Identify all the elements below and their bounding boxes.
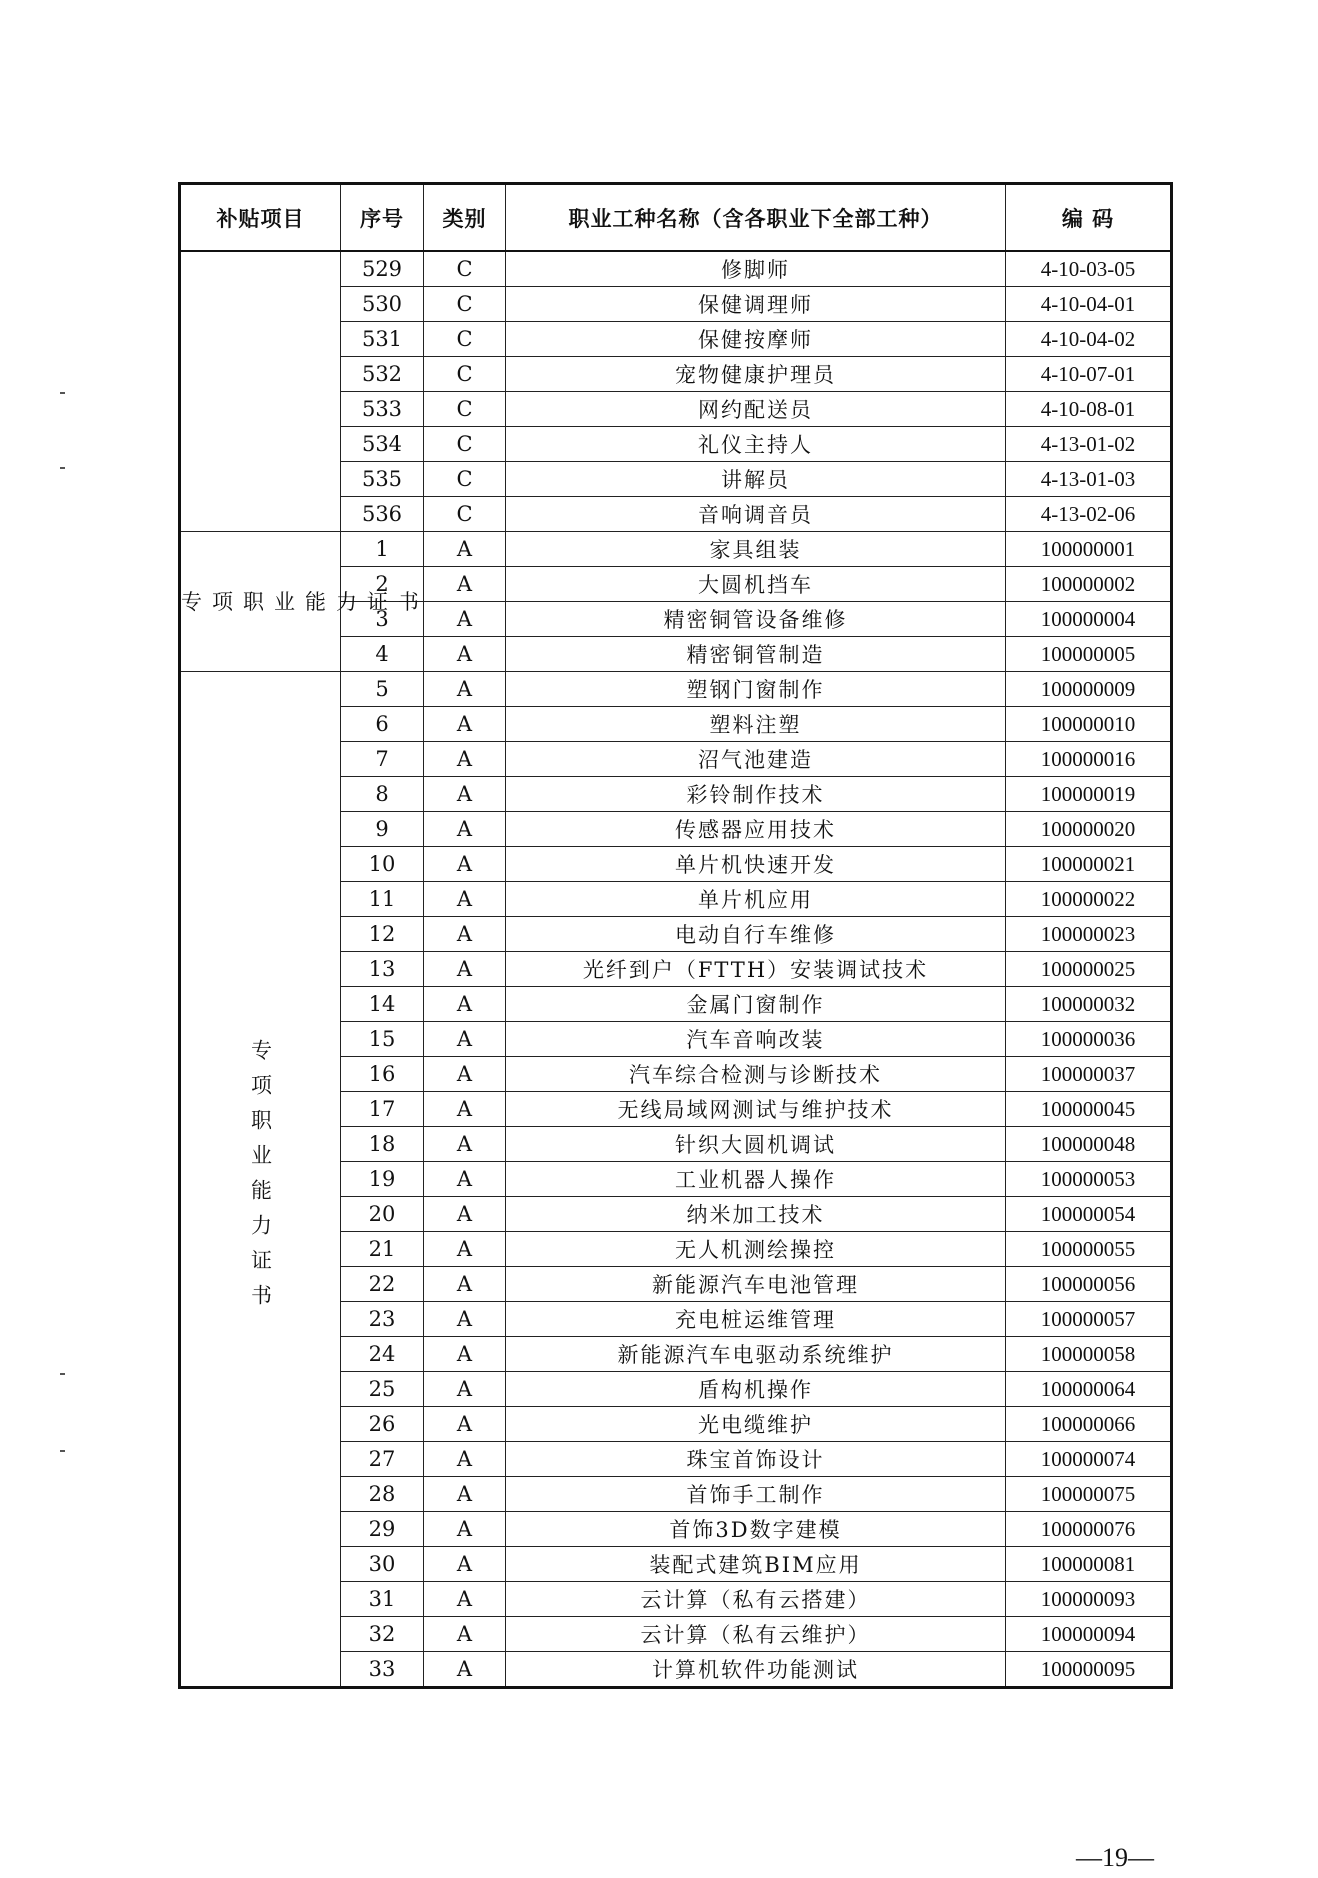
category-cell: C	[424, 322, 506, 357]
category-cell: A	[424, 1162, 506, 1197]
seq-cell: 536	[341, 497, 424, 532]
seq-cell: 533	[341, 392, 424, 427]
seq-cell: 15	[341, 1022, 424, 1057]
category-cell: A	[424, 1617, 506, 1652]
code-cell: 100000054	[1006, 1197, 1172, 1232]
page-number: —19—	[1076, 1843, 1154, 1872]
name-cell: 塑料注塑	[506, 707, 1006, 742]
code-cell: 100000066	[1006, 1407, 1172, 1442]
seq-cell: 11	[341, 882, 424, 917]
name-cell: 沼气池建造	[506, 742, 1006, 777]
category-cell: A	[424, 777, 506, 812]
scan-mark	[60, 392, 65, 394]
header-category: 类别	[424, 184, 506, 252]
code-cell: 100000019	[1006, 777, 1172, 812]
code-cell: 100000095	[1006, 1652, 1172, 1688]
seq-cell: 27	[341, 1442, 424, 1477]
code-cell: 100000057	[1006, 1302, 1172, 1337]
category-cell: A	[424, 1267, 506, 1302]
category-cell: C	[424, 357, 506, 392]
category-cell: A	[424, 1302, 506, 1337]
name-cell: 电动自行车维修	[506, 917, 1006, 952]
seq-cell: 10	[341, 847, 424, 882]
code-cell: 4-10-03-05	[1006, 251, 1172, 287]
table-row	[180, 251, 1172, 287]
seq-cell: 22	[341, 1267, 424, 1302]
seq-cell: 534	[341, 427, 424, 462]
name-cell: 无线局域网测试与维护技术	[506, 1092, 1006, 1127]
name-cell: 首饰3D数字建模	[506, 1512, 1006, 1547]
name-cell: 保健调理师	[506, 287, 1006, 322]
code-cell: 100000032	[1006, 987, 1172, 1022]
code-cell: 100000022	[1006, 882, 1172, 917]
name-cell: 礼仪主持人	[506, 427, 1006, 462]
name-cell: 家具组装	[506, 532, 1006, 567]
scan-mark	[60, 1450, 65, 1452]
category-cell: C	[424, 497, 506, 532]
code-cell: 100000021	[1006, 847, 1172, 882]
seq-cell: 8	[341, 777, 424, 812]
name-cell: 装配式建筑BIM应用	[506, 1547, 1006, 1582]
seq-cell: 21	[341, 1232, 424, 1267]
seq-cell: 3	[341, 602, 424, 637]
category-cell: A	[424, 1442, 506, 1477]
code-cell: 100000016	[1006, 742, 1172, 777]
table-body	[180, 251, 1172, 1688]
code-cell: 100000064	[1006, 1372, 1172, 1407]
seq-cell: 31	[341, 1582, 424, 1617]
seq-cell: 33	[341, 1652, 424, 1688]
seq-cell: 531	[341, 322, 424, 357]
category-cell: A	[424, 1197, 506, 1232]
code-cell: 100000020	[1006, 812, 1172, 847]
category-cell: A	[424, 532, 506, 567]
name-cell: 光电缆维护	[506, 1407, 1006, 1442]
code-cell: 4-10-04-01	[1006, 287, 1172, 322]
code-cell: 100000023	[1006, 917, 1172, 952]
seq-cell: 2	[341, 567, 424, 602]
code-cell: 100000056	[1006, 1267, 1172, 1302]
name-cell: 讲解员	[506, 462, 1006, 497]
category-cell: C	[424, 427, 506, 462]
category-cell: A	[424, 637, 506, 672]
code-cell: 100000055	[1006, 1232, 1172, 1267]
code-cell: 100000093	[1006, 1582, 1172, 1617]
code-cell: 100000037	[1006, 1057, 1172, 1092]
seq-cell: 4	[341, 637, 424, 672]
name-cell: 新能源汽车电池管理	[506, 1267, 1006, 1302]
category-cell: A	[424, 1337, 506, 1372]
header-name: 职业工种名称（含各职业下全部工种）	[506, 184, 1006, 252]
code-cell: 4-13-01-03	[1006, 462, 1172, 497]
name-cell: 针织大圆机调试	[506, 1127, 1006, 1162]
code-cell: 4-10-04-02	[1006, 322, 1172, 357]
category-cell: C	[424, 392, 506, 427]
code-cell: 100000004	[1006, 602, 1172, 637]
code-cell: 4-10-07-01	[1006, 357, 1172, 392]
seq-cell: 29	[341, 1512, 424, 1547]
scan-mark	[60, 1373, 65, 1375]
name-cell: 音响调音员	[506, 497, 1006, 532]
seq-cell: 30	[341, 1547, 424, 1582]
category-cell: A	[424, 917, 506, 952]
seq-cell: 7	[341, 742, 424, 777]
code-cell: 100000025	[1006, 952, 1172, 987]
header-project: 补贴项目	[180, 184, 341, 252]
seq-cell: 14	[341, 987, 424, 1022]
category-cell: A	[424, 1407, 506, 1442]
scan-mark	[60, 467, 65, 469]
seq-cell: 26	[341, 1407, 424, 1442]
code-cell: 100000002	[1006, 567, 1172, 602]
name-cell: 宠物健康护理员	[506, 357, 1006, 392]
name-cell: 无人机测绘操控	[506, 1232, 1006, 1267]
category-cell: A	[424, 602, 506, 637]
seq-cell: 20	[341, 1197, 424, 1232]
name-cell: 云计算（私有云搭建）	[506, 1582, 1006, 1617]
code-cell: 100000074	[1006, 1442, 1172, 1477]
category-cell: A	[424, 1092, 506, 1127]
name-cell: 汽车综合检测与诊断技术	[506, 1057, 1006, 1092]
category-cell: A	[424, 742, 506, 777]
category-cell: A	[424, 987, 506, 1022]
name-cell: 汽车音响改装	[506, 1022, 1006, 1057]
name-cell: 纳米加工技术	[506, 1197, 1006, 1232]
code-cell: 100000045	[1006, 1092, 1172, 1127]
table-row	[180, 672, 1172, 707]
seq-cell: 17	[341, 1092, 424, 1127]
code-cell: 100000081	[1006, 1547, 1172, 1582]
name-cell: 盾构机操作	[506, 1372, 1006, 1407]
code-cell: 100000075	[1006, 1477, 1172, 1512]
code-cell: 100000036	[1006, 1022, 1172, 1057]
seq-cell: 24	[341, 1337, 424, 1372]
category-cell: A	[424, 1547, 506, 1582]
category-cell: A	[424, 1232, 506, 1267]
name-cell: 精密铜管设备维修	[506, 602, 1006, 637]
name-cell: 单片机应用	[506, 882, 1006, 917]
table-row	[180, 532, 1172, 567]
seq-cell: 5	[341, 672, 424, 707]
seq-cell: 18	[341, 1127, 424, 1162]
seq-cell: 13	[341, 952, 424, 987]
table-header	[180, 184, 1172, 252]
name-cell: 光纤到户（FTTH）安装调试技术	[506, 952, 1006, 987]
name-cell: 大圆机挡车	[506, 567, 1006, 602]
code-cell: 4-13-01-02	[1006, 427, 1172, 462]
category-cell: A	[424, 1512, 506, 1547]
project-group-label: 专项职业能力证书	[180, 672, 341, 1688]
code-cell: 100000058	[1006, 1337, 1172, 1372]
code-cell: 100000005	[1006, 637, 1172, 672]
seq-cell: 532	[341, 357, 424, 392]
seq-cell: 12	[341, 917, 424, 952]
category-cell: A	[424, 847, 506, 882]
name-cell: 保健按摩师	[506, 322, 1006, 357]
project-group-label	[180, 251, 341, 532]
category-cell: A	[424, 1057, 506, 1092]
seq-cell: 28	[341, 1477, 424, 1512]
occupation-table	[178, 182, 1173, 1689]
category-cell: C	[424, 462, 506, 497]
category-cell: C	[424, 251, 506, 287]
name-cell: 精密铜管制造	[506, 637, 1006, 672]
category-cell: A	[424, 1652, 506, 1688]
category-cell: A	[424, 707, 506, 742]
name-cell: 工业机器人操作	[506, 1162, 1006, 1197]
seq-cell: 6	[341, 707, 424, 742]
seq-cell: 25	[341, 1372, 424, 1407]
code-cell: 100000076	[1006, 1512, 1172, 1547]
seq-cell: 19	[341, 1162, 424, 1197]
name-cell: 新能源汽车电驱动系统维护	[506, 1337, 1006, 1372]
category-cell: A	[424, 567, 506, 602]
seq-cell: 32	[341, 1617, 424, 1652]
seq-cell: 23	[341, 1302, 424, 1337]
header-code: 编 码	[1006, 184, 1172, 252]
code-cell: 100000094	[1006, 1617, 1172, 1652]
category-cell: A	[424, 1022, 506, 1057]
name-cell: 修脚师	[506, 251, 1006, 287]
name-cell: 首饰手工制作	[506, 1477, 1006, 1512]
seq-cell: 535	[341, 462, 424, 497]
name-cell: 云计算（私有云维护）	[506, 1617, 1006, 1652]
code-cell: 4-13-02-06	[1006, 497, 1172, 532]
code-cell: 100000001	[1006, 532, 1172, 567]
seq-cell: 529	[341, 251, 424, 287]
seq-cell: 9	[341, 812, 424, 847]
category-cell: A	[424, 1127, 506, 1162]
name-cell: 充电桩运维管理	[506, 1302, 1006, 1337]
name-cell: 彩铃制作技术	[506, 777, 1006, 812]
code-cell: 100000010	[1006, 707, 1172, 742]
category-cell: A	[424, 1372, 506, 1407]
project-group-label: 专项职业能力证书	[180, 532, 341, 672]
name-cell: 传感器应用技术	[506, 812, 1006, 847]
category-cell: A	[424, 1582, 506, 1617]
category-cell: C	[424, 287, 506, 322]
name-cell: 珠宝首饰设计	[506, 1442, 1006, 1477]
category-cell: A	[424, 812, 506, 847]
seq-cell: 16	[341, 1057, 424, 1092]
code-cell: 4-10-08-01	[1006, 392, 1172, 427]
code-cell: 100000053	[1006, 1162, 1172, 1197]
seq-cell: 530	[341, 287, 424, 322]
category-cell: A	[424, 882, 506, 917]
code-cell: 100000009	[1006, 672, 1172, 707]
name-cell: 计算机软件功能测试	[506, 1652, 1006, 1688]
category-cell: A	[424, 672, 506, 707]
name-cell: 塑钢门窗制作	[506, 672, 1006, 707]
header-seq: 序号	[341, 184, 424, 252]
seq-cell: 1	[341, 532, 424, 567]
name-cell: 网约配送员	[506, 392, 1006, 427]
name-cell: 金属门窗制作	[506, 987, 1006, 1022]
name-cell: 单片机快速开发	[506, 847, 1006, 882]
category-cell: A	[424, 952, 506, 987]
category-cell: A	[424, 1477, 506, 1512]
code-cell: 100000048	[1006, 1127, 1172, 1162]
